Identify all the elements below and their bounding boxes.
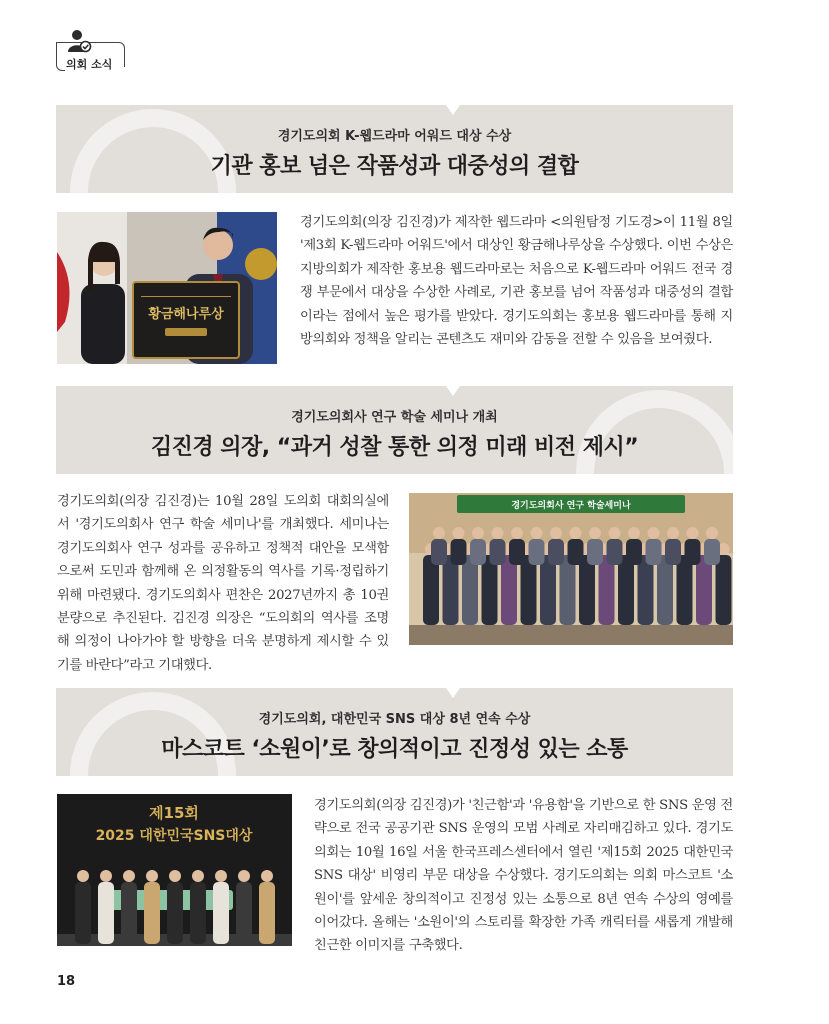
article-3-body: 경기도의회(의장 김진경)가 '친근함'과 '유용함'을 기반으로 한 SNS 운영 전략으로 전국 공공기관 SNS 운영의 모범 사례로 자리매김하고 있다. 경기도의회는 10월 16일 서울 한국프레스센터에서 열린 '제15회 2025 대한민국 SNS 대상' 비영리 부문 대상을 수상했다. 경기도의회는 의회 마스코트 '소원이'를 앞세운 창의적이고 진정성 있는 소통으로 8년 연속 수상의 영예를 이어갔다. 올해는 '소원이'의 스토리를 확장한 가족 캐릭터를 새롭게 개발해 친근한 이미지를 구축했다. — [314, 798, 733, 954]
person-check-icon — [66, 28, 92, 54]
section-tag-label: 의회 소식 — [66, 58, 113, 71]
article-3-header — [56, 688, 733, 776]
sns-award-backdrop-line1: 제15회 — [149, 804, 199, 822]
award-plaque-text: 황금해나루상 — [148, 307, 224, 322]
article-1-subtitle: 경기도의회 K-웹드라마 어워드 대상 수상 — [277, 129, 512, 144]
page-number: 18 — [57, 974, 76, 989]
article-2-header — [56, 386, 733, 474]
article-2-body: 경기도의회(의장 김진경)는 10월 28일 도의회 대회의실에서 '경기도의회사 연구 학술 세미나'를 개최했다. 세미나는 경기도의회사 연구 성과를 공유하고 정책적 대안을 모색함으로써 도민과 함께해 온 의정활동의 역사를 기록·정립하기 위해 마련됐다. 경기도의회사 편찬은 2027년까지 총 10권 분량으로 추진된다. 김진경 의장은 “도의회의 역사를 조명해 의정이 나아가야 할 방향을 더욱 분명하게 제시할 수 있기를 바란다”라고 기대했다. — [57, 494, 389, 673]
article-2-subtitle: 경기도의회사 연구 학술 세미나 개최 — [291, 410, 498, 425]
article-3-subtitle: 경기도의회, 대한민국 SNS 대상 8년 연속 수상 — [258, 712, 531, 727]
article-1-header — [56, 105, 733, 193]
article-2-title: 김진경 의장, “과거 성찰 통한 의정 미래 비전 제시” — [150, 435, 639, 460]
article-1-photo — [57, 212, 277, 364]
seminar-banner-text: 경기도의회사 연구 학술세미나 — [511, 501, 631, 511]
section-tag-frame-left — [56, 42, 65, 71]
article-3-photo — [57, 794, 292, 946]
article-1-title: 기관 홍보 넘은 작품성과 대중성의 결합 — [210, 154, 579, 179]
sns-award-backdrop-line2: 2025 대한민국SNS대상 — [95, 828, 253, 844]
article-1-body: 경기도의회(의장 김진경)가 제작한 웹드라마 <의원탐정 기도경>이 11월 8일 '제3회 K-웹드라마 어워드'에서 대상인 황금해나루상을 수상했다. 이번 수상은 지방의회가 제작한 홍보용 웹드라마로는 처음으로 K-웹드라마 어워드 전국 경쟁 부문에서 대상을 수상한 사례로, 기관 홍보를 넘어 작품성과 대중성의 결합이라는 점에서 높은 평가를 받았다. 경기도의회는 홍보용 웹드라마를 통해 지방의회와 정책을 알리는 콘텐츠도 재미와 감동을 전할 수 있음을 보여줬다. — [300, 215, 733, 348]
article-3-title: 마스코트 ‘소원이’로 창의적이고 진정성 있는 소통 — [161, 737, 628, 762]
article-2-photo — [409, 493, 733, 645]
